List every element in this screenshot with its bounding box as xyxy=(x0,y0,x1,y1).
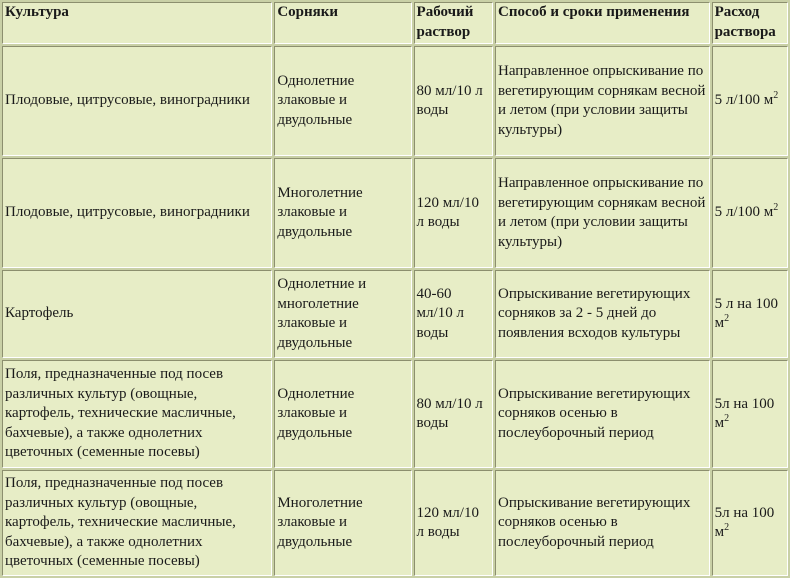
cell-crop: Плодовые, цитрусовые, виноградники xyxy=(2,158,272,268)
rate-exponent: 2 xyxy=(773,202,779,214)
cell-crop: Поля, предназначенные под посев различных культур (овощные, картофель, технические масличные, бахчевые), а также однолетних цветочных (семенные посевы) xyxy=(2,470,272,576)
table-row xyxy=(2,158,788,268)
header-row xyxy=(2,2,788,44)
rate-exponent: 2 xyxy=(724,413,730,424)
cell-method: Направленное опрыскивание по вегетирующим сорнякам весной и летом (при условии защиты культуры) xyxy=(495,158,710,268)
header-method: Способ и сроки применения xyxy=(495,2,710,44)
cell-solution: 80 мл/10 л воды xyxy=(414,46,493,156)
cell-method: Опрыскивание вегетирующих сорняков осенью в послеуборочный период xyxy=(495,360,710,468)
cell-weeds: Однолетние злаковые и двудольные xyxy=(274,360,411,468)
rate-value: 5 л на 100 м xyxy=(714,295,779,331)
cell-rate xyxy=(712,470,788,576)
header-solution: Рабочий раствор xyxy=(414,2,493,44)
header-rate: Расход раствора xyxy=(712,2,788,44)
cell-solution: 120 мл/10 л воды xyxy=(414,158,493,268)
cell-rate xyxy=(712,360,788,468)
header-weeds: Сорняки xyxy=(274,2,411,44)
cell-solution: 40-60 мл/10 л воды xyxy=(414,270,493,358)
rate-exponent: 2 xyxy=(724,313,730,324)
rate-value: 5 л/100 м xyxy=(714,92,774,109)
cell-weeds: Многолетние злаковые и двудольные xyxy=(274,158,411,268)
cell-method: Опрыскивание вегетирующих сорняков за 2 - 5 дней до появления всходов культуры xyxy=(495,270,710,358)
cell-method: Опрыскивание вегетирующих сорняков осенью в послеуборочный период xyxy=(495,470,710,576)
table-row xyxy=(2,270,788,358)
cell-solution: 120 мл/10 л воды xyxy=(414,470,493,576)
cell-solution: 80 мл/10 л воды xyxy=(414,360,493,468)
cell-rate xyxy=(712,270,788,358)
rate-exponent: 2 xyxy=(724,522,730,533)
cell-rate xyxy=(712,46,788,156)
cell-method: Направленное опрыскивание по вегетирующим сорнякам весной и летом (при условии защиты культуры) xyxy=(495,46,710,156)
cell-crop: Плодовые, цитрусовые, виноградники xyxy=(2,46,272,156)
table-row xyxy=(2,360,788,468)
rate-value: 5 л/100 м xyxy=(714,204,774,221)
cell-weeds: Однолетние злаковые и двудольные xyxy=(274,46,411,156)
cell-crop: Поля, предназначенные под посев различных культур (овощные, картофель, технические масличные, бахчевые), а также однолетних цветочных (семенные посевы) xyxy=(2,360,272,468)
header-crop: Культура xyxy=(2,2,272,44)
rate-value: 5л на 100 м xyxy=(714,395,775,431)
table-row xyxy=(2,46,788,156)
rate-value: 5л на 100 м xyxy=(714,504,775,540)
rate-exponent: 2 xyxy=(773,90,779,102)
cell-crop: Картофель xyxy=(2,270,272,358)
cell-rate xyxy=(712,158,788,268)
cell-weeds: Однолетние и многолетние злаковые и двудольные xyxy=(274,270,411,358)
cell-weeds: Многолетние злаковые и двудольные xyxy=(274,470,411,576)
table-row xyxy=(2,470,788,576)
